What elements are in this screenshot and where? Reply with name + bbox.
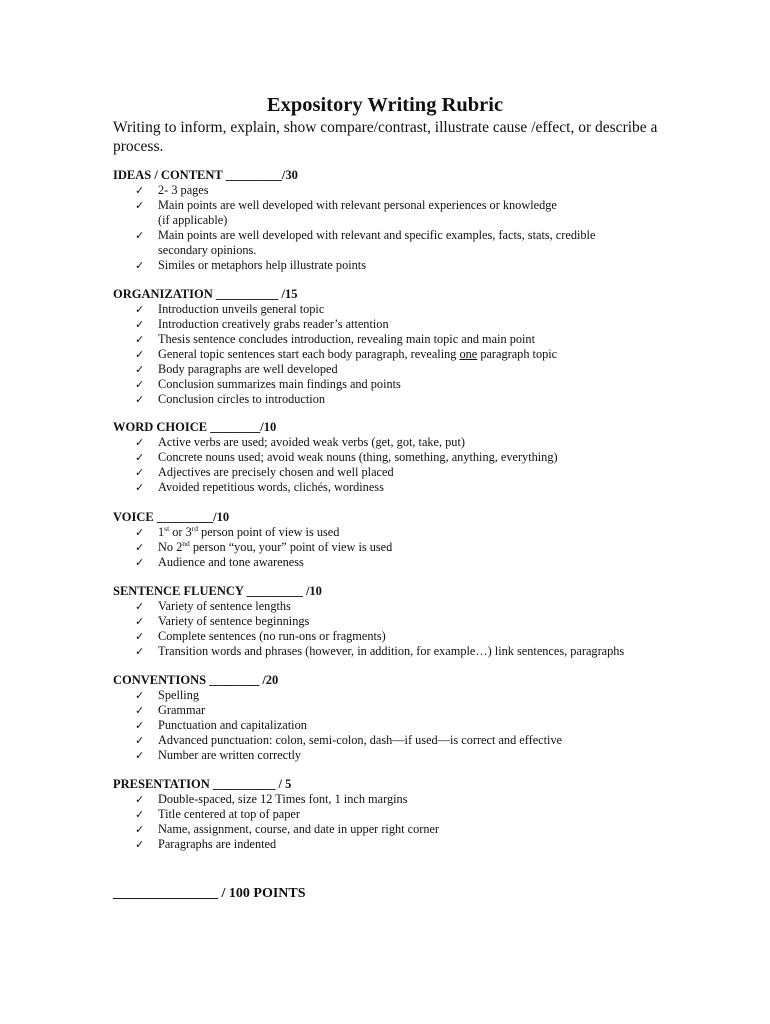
list-item: ✓ Transition words and phrases (however, in addition, for example…) link sentences, paragraphs	[135, 644, 625, 658]
criteria-list	[113, 688, 673, 763]
section-heading: ORGANIZATION __________ /15	[113, 287, 298, 301]
list-item: ✓ Conclusion summarizes main findings and points	[135, 377, 401, 391]
section-conventions	[113, 673, 673, 763]
check-mark-icon: ✓	[135, 615, 145, 628]
list-item: ✓ 2- 3 pages	[135, 183, 209, 197]
check-mark-icon: ✓	[135, 793, 145, 806]
criteria-list	[113, 599, 673, 659]
check-mark-icon: ✓	[135, 199, 145, 212]
page-title: Expository Writing Rubric	[266, 94, 504, 116]
list-item: ✓ 1st or 3rd person point of view is used	[135, 523, 340, 539]
check-mark-icon: ✓	[135, 838, 145, 851]
check-mark-icon: ✓	[135, 600, 145, 613]
list-item: ✓ Complete sentences (no run-ons or fragments)	[135, 629, 386, 643]
criteria-list	[113, 792, 673, 852]
check-mark-icon: ✓	[135, 689, 145, 702]
check-mark-icon: ✓	[135, 303, 145, 316]
list-item: ✓ Similes or metaphors help illustrate points	[135, 258, 366, 272]
check-mark-icon: ✓	[135, 481, 145, 494]
list-item: ✓ Thesis sentence concludes introduction, revealing main topic and main point	[135, 332, 536, 346]
check-mark-icon: ✓	[135, 749, 145, 762]
list-item: ✓ Advanced punctuation: colon, semi-colon, dash—if used—is correct and effective	[135, 733, 563, 747]
section-heading: WORD CHOICE ________/10	[113, 420, 277, 434]
check-mark-icon: ✓	[135, 318, 145, 331]
check-mark-icon: ✓	[135, 259, 145, 272]
check-mark-icon: ✓	[135, 184, 145, 197]
section-heading: IDEAS / CONTENT _________/30	[113, 168, 298, 182]
total-points: _______________ / 100 POINTS	[113, 886, 306, 901]
section-ideas-content	[113, 168, 673, 273]
criteria-list	[113, 435, 673, 495]
check-mark-icon: ✓	[135, 229, 145, 242]
check-mark-icon: ✓	[135, 348, 145, 361]
list-item: ✓ Adjectives are precisely chosen and well placed	[135, 465, 394, 479]
section-sentence-fluency	[113, 584, 673, 659]
check-mark-icon: ✓	[135, 808, 145, 821]
list-item: ✓ Active verbs are used; avoided weak verbs (get, got, take, put)	[135, 435, 465, 449]
list-item: ✓ Name, assignment, course, and date in upper right corner	[135, 822, 440, 836]
section-voice	[113, 510, 673, 570]
check-mark-icon: ✓	[135, 719, 145, 732]
check-mark-icon: ✓	[135, 451, 145, 464]
intro-text: Writing to inform, explain, show compare/contrast, illustrate cause /effect, or describe a process.	[113, 119, 658, 155]
check-mark-icon: ✓	[135, 363, 145, 376]
list-item: ✓ Avoided repetitious words, clichés, wordiness	[135, 480, 384, 494]
list-item: ✓ Audience and tone awareness	[135, 555, 304, 569]
section-organization	[113, 287, 673, 407]
check-mark-icon: ✓	[135, 526, 145, 539]
section-word-choice	[113, 420, 673, 495]
check-mark-icon: ✓	[135, 541, 145, 554]
check-mark-icon: ✓	[135, 734, 145, 747]
section-heading: CONVENTIONS ________ /20	[113, 673, 279, 687]
check-mark-icon: ✓	[135, 704, 145, 717]
list-item: ✓ Body paragraphs are well developed	[135, 362, 338, 376]
section-heading: PRESENTATION __________ / 5	[113, 777, 292, 791]
check-mark-icon: ✓	[135, 630, 145, 643]
list-item: ✓ Grammar	[135, 703, 206, 717]
criteria-list	[113, 183, 673, 273]
list-item: ✓ Paragraphs are indented	[135, 837, 277, 851]
list-item: ✓ Introduction unveils general topic	[135, 302, 325, 316]
list-item: ✓ Main points are well developed with relevant and specific examples, facts, stats, credible secondary opinions.	[135, 228, 596, 257]
list-item: ✓ Number are written correctly	[135, 748, 302, 762]
section-heading: SENTENCE FLUENCY _________ /10	[113, 584, 322, 598]
check-mark-icon: ✓	[135, 645, 145, 658]
check-mark-icon: ✓	[135, 378, 145, 391]
criteria-list	[113, 302, 673, 407]
check-mark-icon: ✓	[135, 436, 145, 449]
list-item: ✓ Variety of sentence beginnings	[135, 614, 310, 628]
section-presentation	[113, 777, 673, 852]
list-item: ✓ Double-spaced, size 12 Times font, 1 inch margins	[135, 792, 408, 806]
list-item: ✓ Punctuation and capitalization	[135, 718, 307, 732]
check-mark-icon: ✓	[135, 333, 145, 346]
check-mark-icon: ✓	[135, 466, 145, 479]
list-item: ✓ Concrete nouns used; avoid weak nouns (thing, something, anything, everything)	[135, 450, 558, 464]
list-item: ✓ Title centered at top of paper	[135, 807, 300, 821]
list-item: ✓ Spelling	[135, 688, 199, 702]
list-item: ✓ Introduction creatively grabs reader’s attention	[135, 317, 389, 331]
check-mark-icon: ✓	[135, 393, 145, 406]
list-item: ✓ Conclusion circles to introduction	[135, 392, 326, 406]
list-item: ✓ Main points are well developed with relevant personal experiences or knowledge (if applicable)	[135, 198, 557, 227]
list-item: ✓ Variety of sentence lengths	[135, 599, 291, 613]
check-mark-icon: ✓	[135, 823, 145, 836]
check-mark-icon: ✓	[135, 556, 145, 569]
criteria-list	[113, 525, 673, 570]
list-item: ✓ General topic sentences start each body paragraph, revealing one paragraph topic	[135, 347, 558, 361]
list-item: ✓ No 2nd person “you, your” point of view is used	[135, 538, 393, 554]
section-heading: VOICE _________/10	[113, 510, 230, 524]
